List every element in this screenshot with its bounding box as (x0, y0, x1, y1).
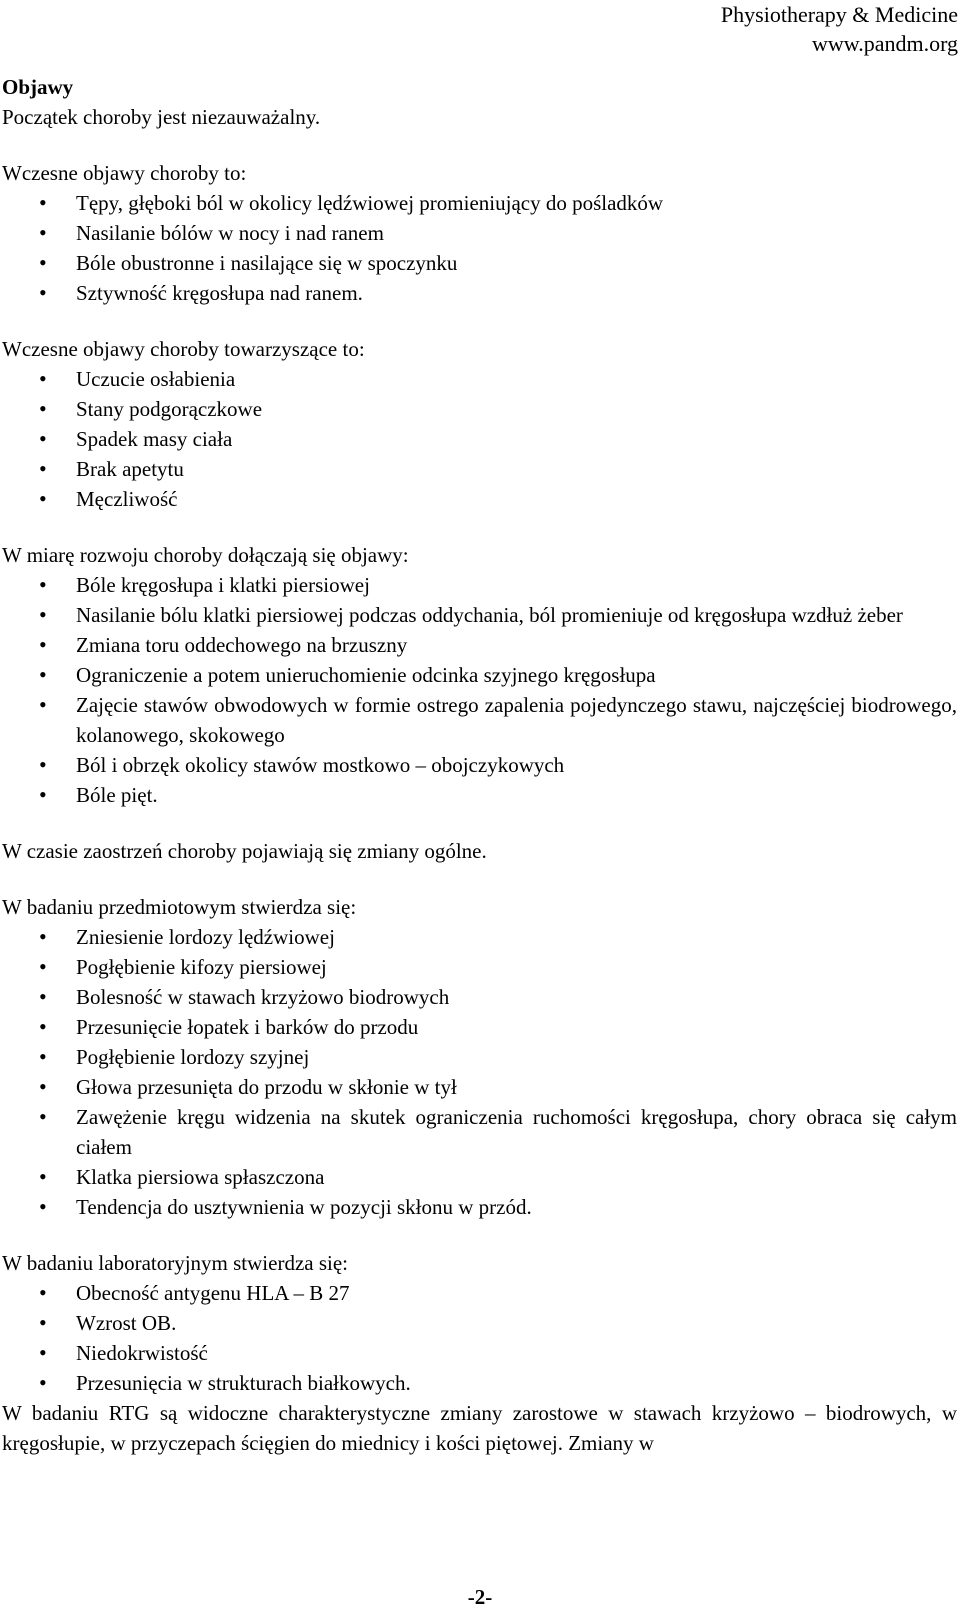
section-title: Objawy (2, 75, 74, 99)
list-item: • Zniesienie lordozy lędźwiowej (2, 922, 957, 952)
lab-exam-list (2, 1278, 957, 1398)
list-item: • Tępy, głęboki ból w okolicy lędźwiowej promieniujący do pośladków (2, 188, 957, 218)
progression-symptoms-list (2, 570, 957, 810)
list-item: • Przesunięcie łopatek i barków do przodu (2, 1012, 957, 1042)
list-item: • Pogłębienie lordozy szyjnej (2, 1042, 957, 1072)
page-header (721, 0, 958, 58)
list-item: • Klatka piersiowa spłaszczona (2, 1162, 957, 1192)
list-item: • Nasilanie bólów w nocy i nad ranem (2, 218, 957, 248)
early-symptoms-list (2, 188, 957, 308)
list-item: • Bolesność w stawach krzyżowo biodrowych (2, 982, 957, 1012)
list-item: • Zawężenie kręgu widzenia na skutek ograniczenia ruchomości kręgosłupa, chory obraca się całym ciałem (2, 1102, 957, 1162)
list-item: • Obecność antygenu HLA – B 27 (2, 1278, 957, 1308)
document-body (2, 72, 957, 1458)
lab-exam-title: W badaniu laboratoryjnym stwierdza się: (2, 1251, 349, 1275)
header-url: www.pandm.org (811, 31, 958, 56)
list-item: • Brak apetytu (2, 454, 957, 484)
list-item: • Uczucie osłabienia (2, 364, 957, 394)
list-item: • Spadek masy ciała (2, 424, 957, 454)
list-item: • Męczliwość (2, 484, 957, 514)
list-item: • Ból i obrzęk okolicy stawów mostkowo – obojczykowych (2, 750, 957, 780)
list-item: • Pogłębienie kifozy piersiowej (2, 952, 957, 982)
list-item: • Bóle kręgosłupa i klatki piersiowej (2, 570, 957, 600)
list-item: • Sztywność kręgosłupa nad ranem. (2, 278, 957, 308)
list-item: • Bóle obustronne i nasilające się w spoczynku (2, 248, 957, 278)
list-item: • Wzrost OB. (2, 1308, 957, 1338)
list-item: • Ograniczenie a potem unieruchomienie odcinka szyjnego kręgosłupa (2, 660, 957, 690)
progression-symptoms-title: W miarę rozwoju choroby dołączają się objawy: (2, 543, 409, 567)
accompanying-symptoms-list (2, 364, 957, 514)
header-site-name: Physiotherapy & Medicine (720, 2, 958, 27)
list-item: • Głowa przesunięta do przodu w skłonie w tył (2, 1072, 957, 1102)
accompanying-symptoms-title: Wczesne objawy choroby towarzyszące to: (2, 337, 365, 361)
list-item: • Stany podgorączkowe (2, 394, 957, 424)
early-symptoms-title: Wczesne objawy choroby to: (2, 161, 247, 185)
physical-exam-list (2, 922, 957, 1222)
rtg-paragraph: W badaniu RTG są widoczne charakterystyczne zmiany zarostowe w stawach krzyżowo – biodrowych, w kręgosłupie, w przyczepach ścięgien do miednicy i kości piętowej. Zmiany w (2, 1401, 957, 1455)
list-item: • Tendencja do usztywnienia w pozycji skłonu w przód. (2, 1192, 957, 1222)
list-item: • Przesunięcia w strukturach białkowych. (2, 1368, 957, 1398)
page-number: -2- (467, 1585, 493, 1609)
intro-text: Początek choroby jest niezauważalny. (2, 105, 321, 129)
list-item: • Zajęcie stawów obwodowych w formie ostrego zapalenia pojedynczego stawu, najczęściej biodrowego, kolanowego, skokowego (2, 690, 957, 750)
physical-exam-title: W badaniu przedmiotowym stwierdza się: (2, 895, 357, 919)
list-item: • Zmiana toru oddechowego na brzuszny (2, 630, 957, 660)
exacerbation-text: W czasie zaostrzeń choroby pojawiają się zmiany ogólne. (2, 839, 487, 863)
list-item: • Niedokrwistość (2, 1338, 957, 1368)
list-item: • Nasilanie bólu klatki piersiowej podczas oddychania, ból promieniuje od kręgosłupa wzdłuż żeber (2, 600, 957, 630)
list-item: • Bóle pięt. (2, 780, 957, 810)
